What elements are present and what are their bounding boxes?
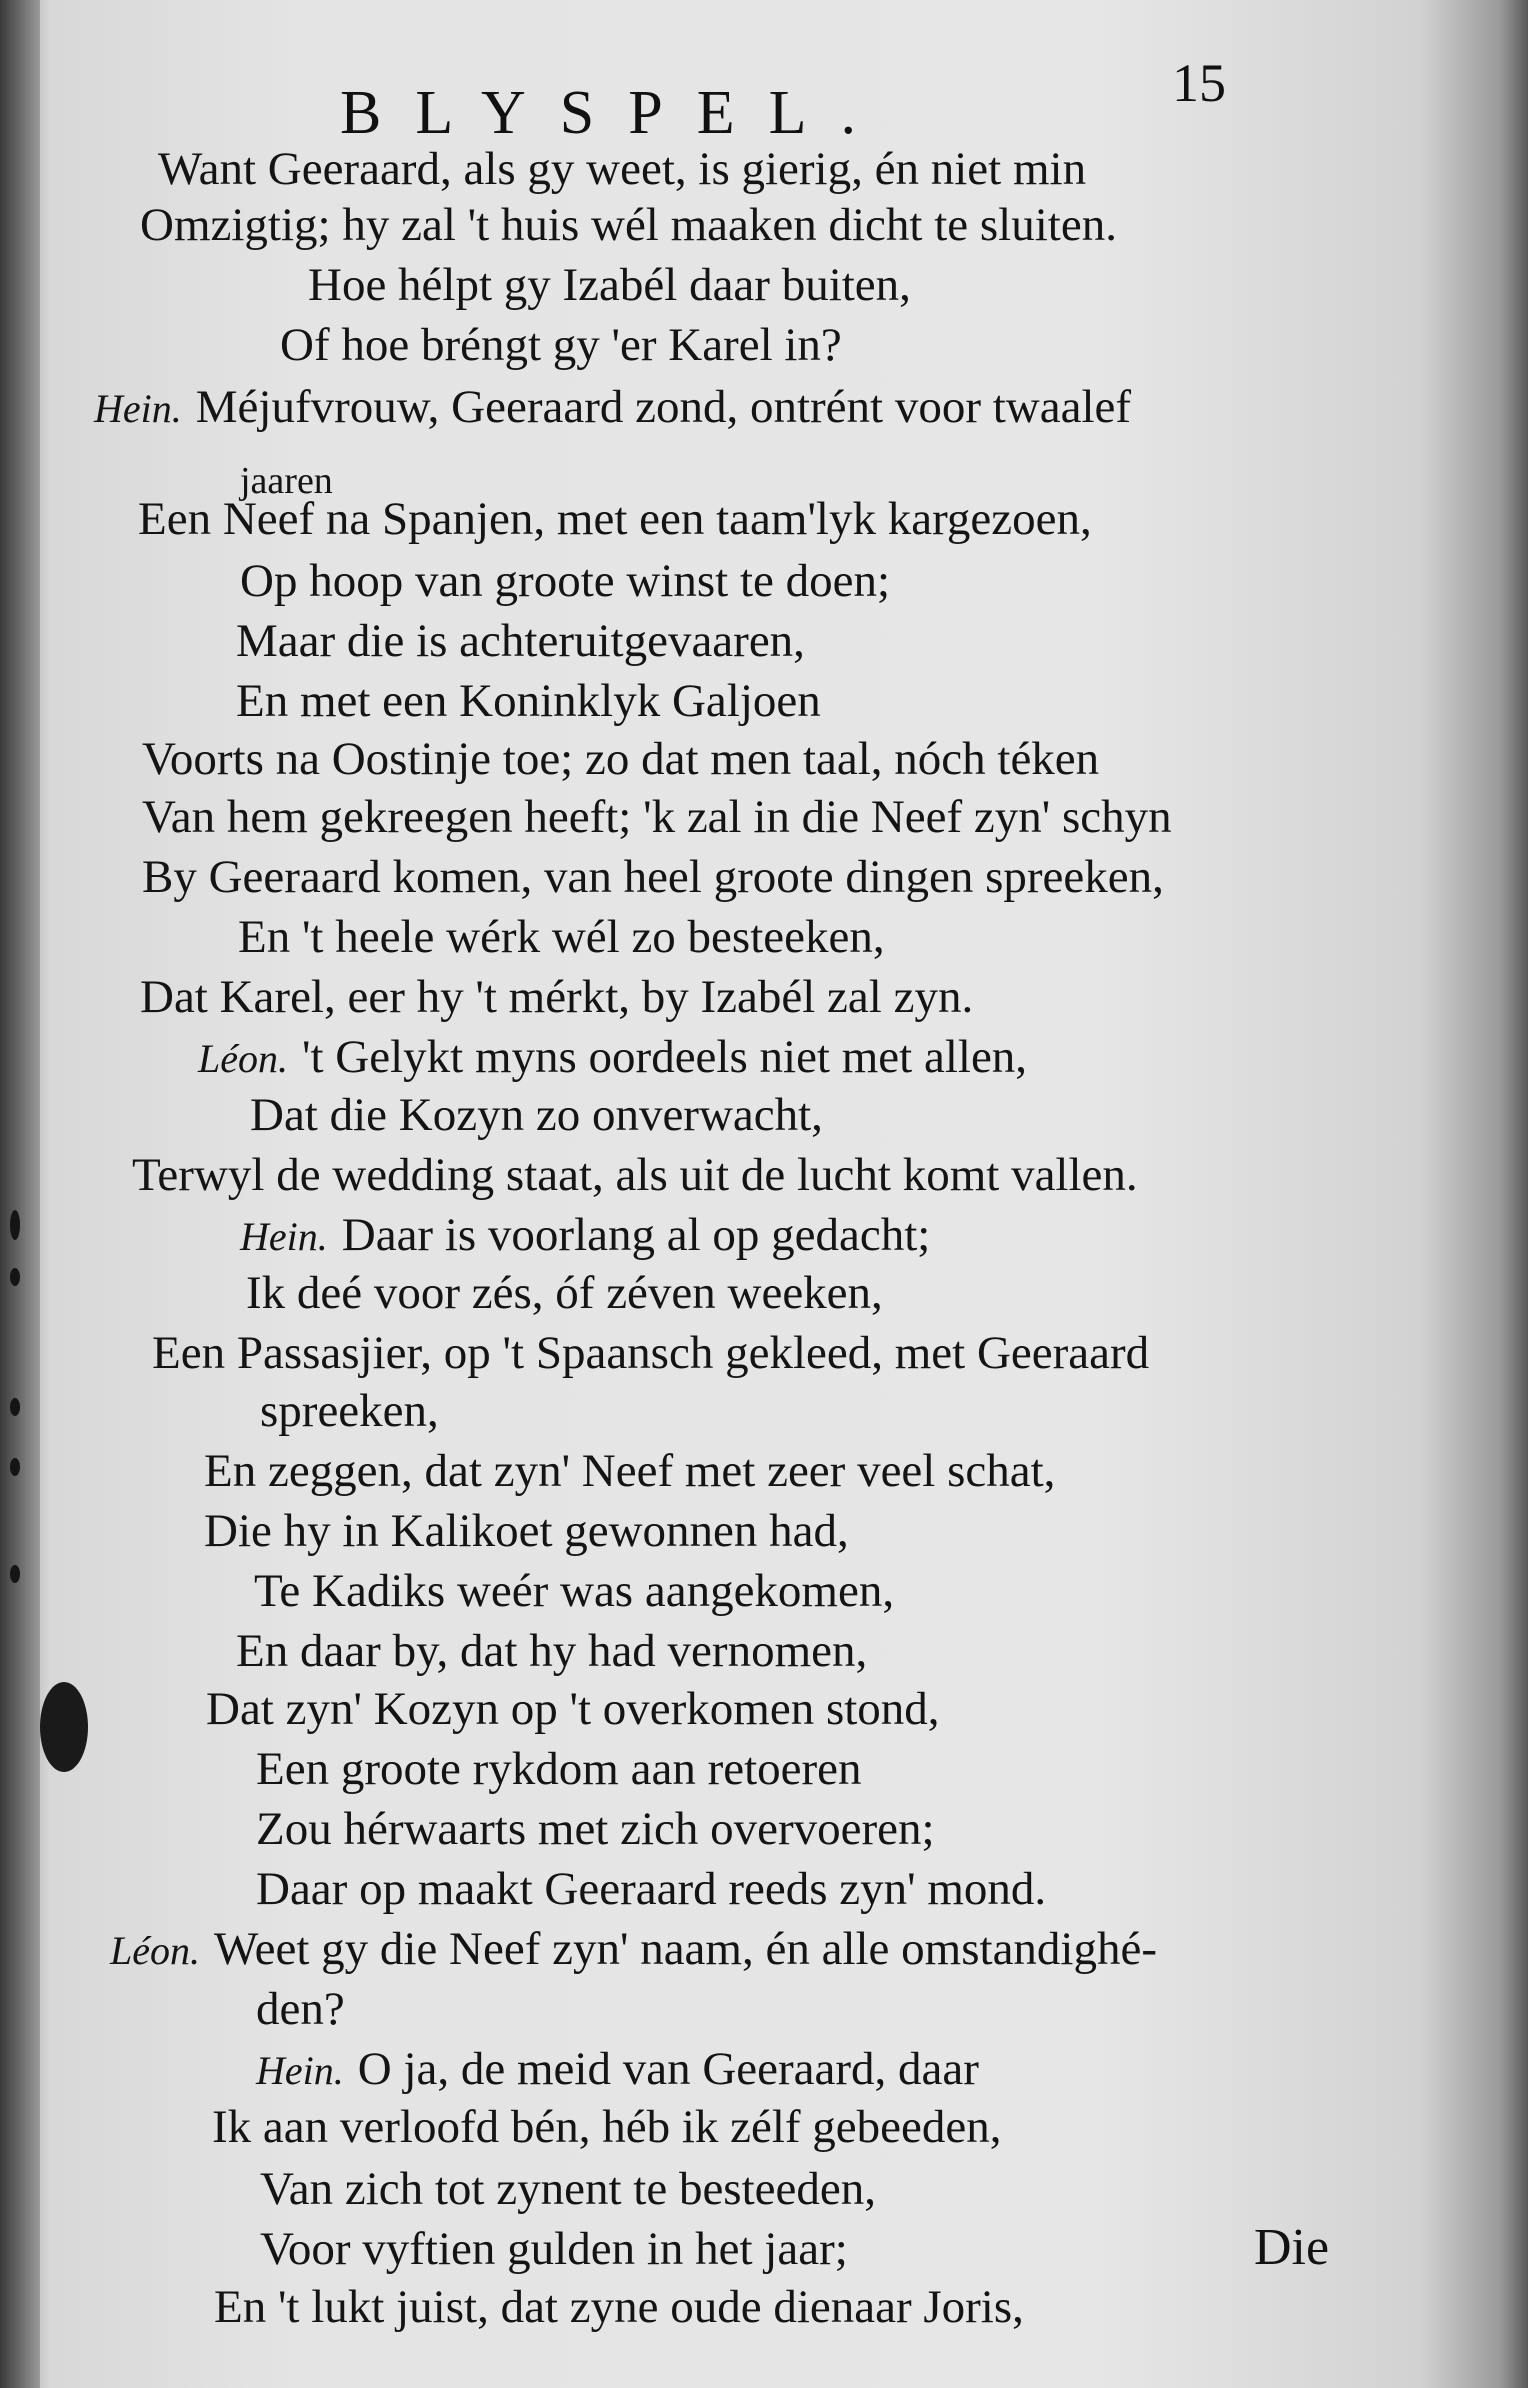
speaker-label: Léon. xyxy=(198,1036,298,1081)
verse-line-text: En 't lukt juist, dat zyne oude dienaar Joris, xyxy=(214,2281,1024,2333)
verse-line-text: Terwyl de wedding staat, als uit de lucht komt vallen. xyxy=(132,1149,1138,1201)
verse-line xyxy=(142,848,1164,906)
verse-line xyxy=(152,1324,1149,1382)
verse-line-text: Ik deé voor zés, óf zéven weeken, xyxy=(246,1267,883,1319)
catchword: Die xyxy=(1254,2219,1330,2276)
verse-line xyxy=(204,1502,849,1560)
verse-line-text: Dat zyn' Kozyn op 't overkomen stond, xyxy=(206,1683,940,1735)
speaker-label: Hein. xyxy=(240,1214,338,1259)
verse-line-text: Weet gy die Neef zyn' naam, én alle omstandighé- xyxy=(214,1923,1158,1975)
verse-line xyxy=(240,1206,930,1266)
verse-line-text: En daar by, dat hy had vernomen, xyxy=(236,1625,868,1677)
verse-line xyxy=(254,1562,894,1620)
page-number: 15 xyxy=(1172,53,1226,113)
verse-line xyxy=(132,1146,1138,1204)
verse-line-text: Te Kadiks weér was aangekomen, xyxy=(254,1565,895,1617)
verse-line-text: Maar die is achteruitgevaaren, xyxy=(236,615,805,667)
verse-line-text: O ja, de meid van Geeraard, daar xyxy=(357,2043,979,2095)
verse-line-text: En met een Koninklyk Galjoen xyxy=(236,675,821,727)
verse-line-text: Omzigtig; hy zal 't huis wél maaken dicht te sluiten. xyxy=(140,199,1117,251)
verse-line-text: Een groote rykdom aan retoeren xyxy=(256,1743,862,1795)
verse-line-text: Dat Karel, eer hy 't mérkt, by Izabél zal zyn. xyxy=(140,971,974,1023)
speaker-label: Hein. xyxy=(256,2048,354,2093)
verse-line-text: En zeggen, dat zyn' Neef met zeer veel schat, xyxy=(204,1445,1056,1497)
verse-line-text: Van hem gekreegen heeft; 'k zal in die Neef zyn' schyn xyxy=(142,791,1172,843)
verse-line xyxy=(260,1382,439,1440)
verse-line xyxy=(198,1028,1027,1088)
verse-line-text: Een Neef na Spanjen, met een taam'lyk kargezoen, xyxy=(138,493,1092,545)
verse-line xyxy=(308,256,911,314)
verse-line xyxy=(246,1264,883,1322)
speaker-label: Hein. xyxy=(94,386,192,431)
verse-line xyxy=(140,968,973,1026)
verse-line xyxy=(110,1920,1157,1980)
verse-line xyxy=(236,612,805,670)
verse-line-text: Want Geeraard, als gy weet, is gierig, én niet min xyxy=(158,143,1087,195)
verse-line-text: Op hoop van groote winst te doen; xyxy=(240,555,891,607)
verse-line-text: Van zich tot zynent te besteeden, xyxy=(260,2163,876,2215)
verse-line-text: Daar is voorlang al op gedacht; xyxy=(341,1209,931,1261)
verse-line xyxy=(256,1860,1046,1918)
verse-line xyxy=(138,490,1092,548)
verse-line xyxy=(206,1680,940,1738)
running-head: BLYSPEL. xyxy=(340,79,891,147)
verse-line xyxy=(236,672,821,730)
verse-line xyxy=(140,196,1117,254)
speaker-label: Léon. xyxy=(110,1928,210,1973)
verse-line-text: Ik aan verloofd bén, héb ik zélf gebeeden, xyxy=(212,2101,1002,2153)
verse-line xyxy=(214,2278,1024,2336)
verse-line xyxy=(236,1622,867,1680)
verse-line-text: Die hy in Kalikoet gewonnen had, xyxy=(204,1505,849,1557)
verse-line xyxy=(256,1740,862,1798)
verse-line xyxy=(256,2040,979,2100)
verse-line xyxy=(260,2220,848,2278)
verse-line xyxy=(280,316,842,374)
verse-line xyxy=(256,1980,345,2038)
verse-line-text: den? xyxy=(256,1983,345,2035)
verse-line xyxy=(142,730,1099,788)
verse-line xyxy=(94,378,1131,438)
verse-line-text: Daar op maakt Geeraard reeds zyn' mond. xyxy=(256,1863,1047,1915)
verse-line-text: spreeken, xyxy=(260,1385,439,1437)
verse-line-text: Voorts na Oostinje toe; zo dat men taal, nóch téken xyxy=(142,733,1100,785)
verse-line xyxy=(250,1086,823,1144)
verse-line-text: jaaren xyxy=(240,460,333,502)
verse-line-text: Een Passasjier, op 't Spaansch gekleed, met Geeraard xyxy=(152,1327,1150,1379)
verse-line-text: Zou hérwaarts met zich overvoeren; xyxy=(256,1803,935,1855)
verse-line xyxy=(260,2160,876,2218)
verse-line-text: Méjufvrouw, Geeraard zond, ontrént voor twaalef xyxy=(195,381,1132,433)
verse-line xyxy=(212,2098,1002,2156)
verse-line-text: Voor vyftien gulden in het jaar; xyxy=(260,2223,848,2275)
verse-line-text: Hoe hélpt gy Izabél daar buiten, xyxy=(308,259,911,311)
verse-line xyxy=(158,140,1086,198)
verse-line xyxy=(238,908,885,966)
verse-line xyxy=(204,1442,1055,1500)
verse-line xyxy=(256,1800,935,1858)
verse-line xyxy=(240,552,890,610)
verse-line xyxy=(142,788,1172,846)
verse-line-text: En 't heele wérk wél zo besteeken, xyxy=(238,911,885,963)
verse-line-text: Of hoe bréngt gy 'er Karel in? xyxy=(280,319,842,371)
verse-line-text: By Geeraard komen, van heel groote dingen spreeken, xyxy=(142,851,1164,903)
verse-line-text: 't Gelykt myns oordeels niet met allen, xyxy=(302,1031,1028,1083)
verse-line-text: Dat die Kozyn zo onverwacht, xyxy=(250,1089,823,1141)
